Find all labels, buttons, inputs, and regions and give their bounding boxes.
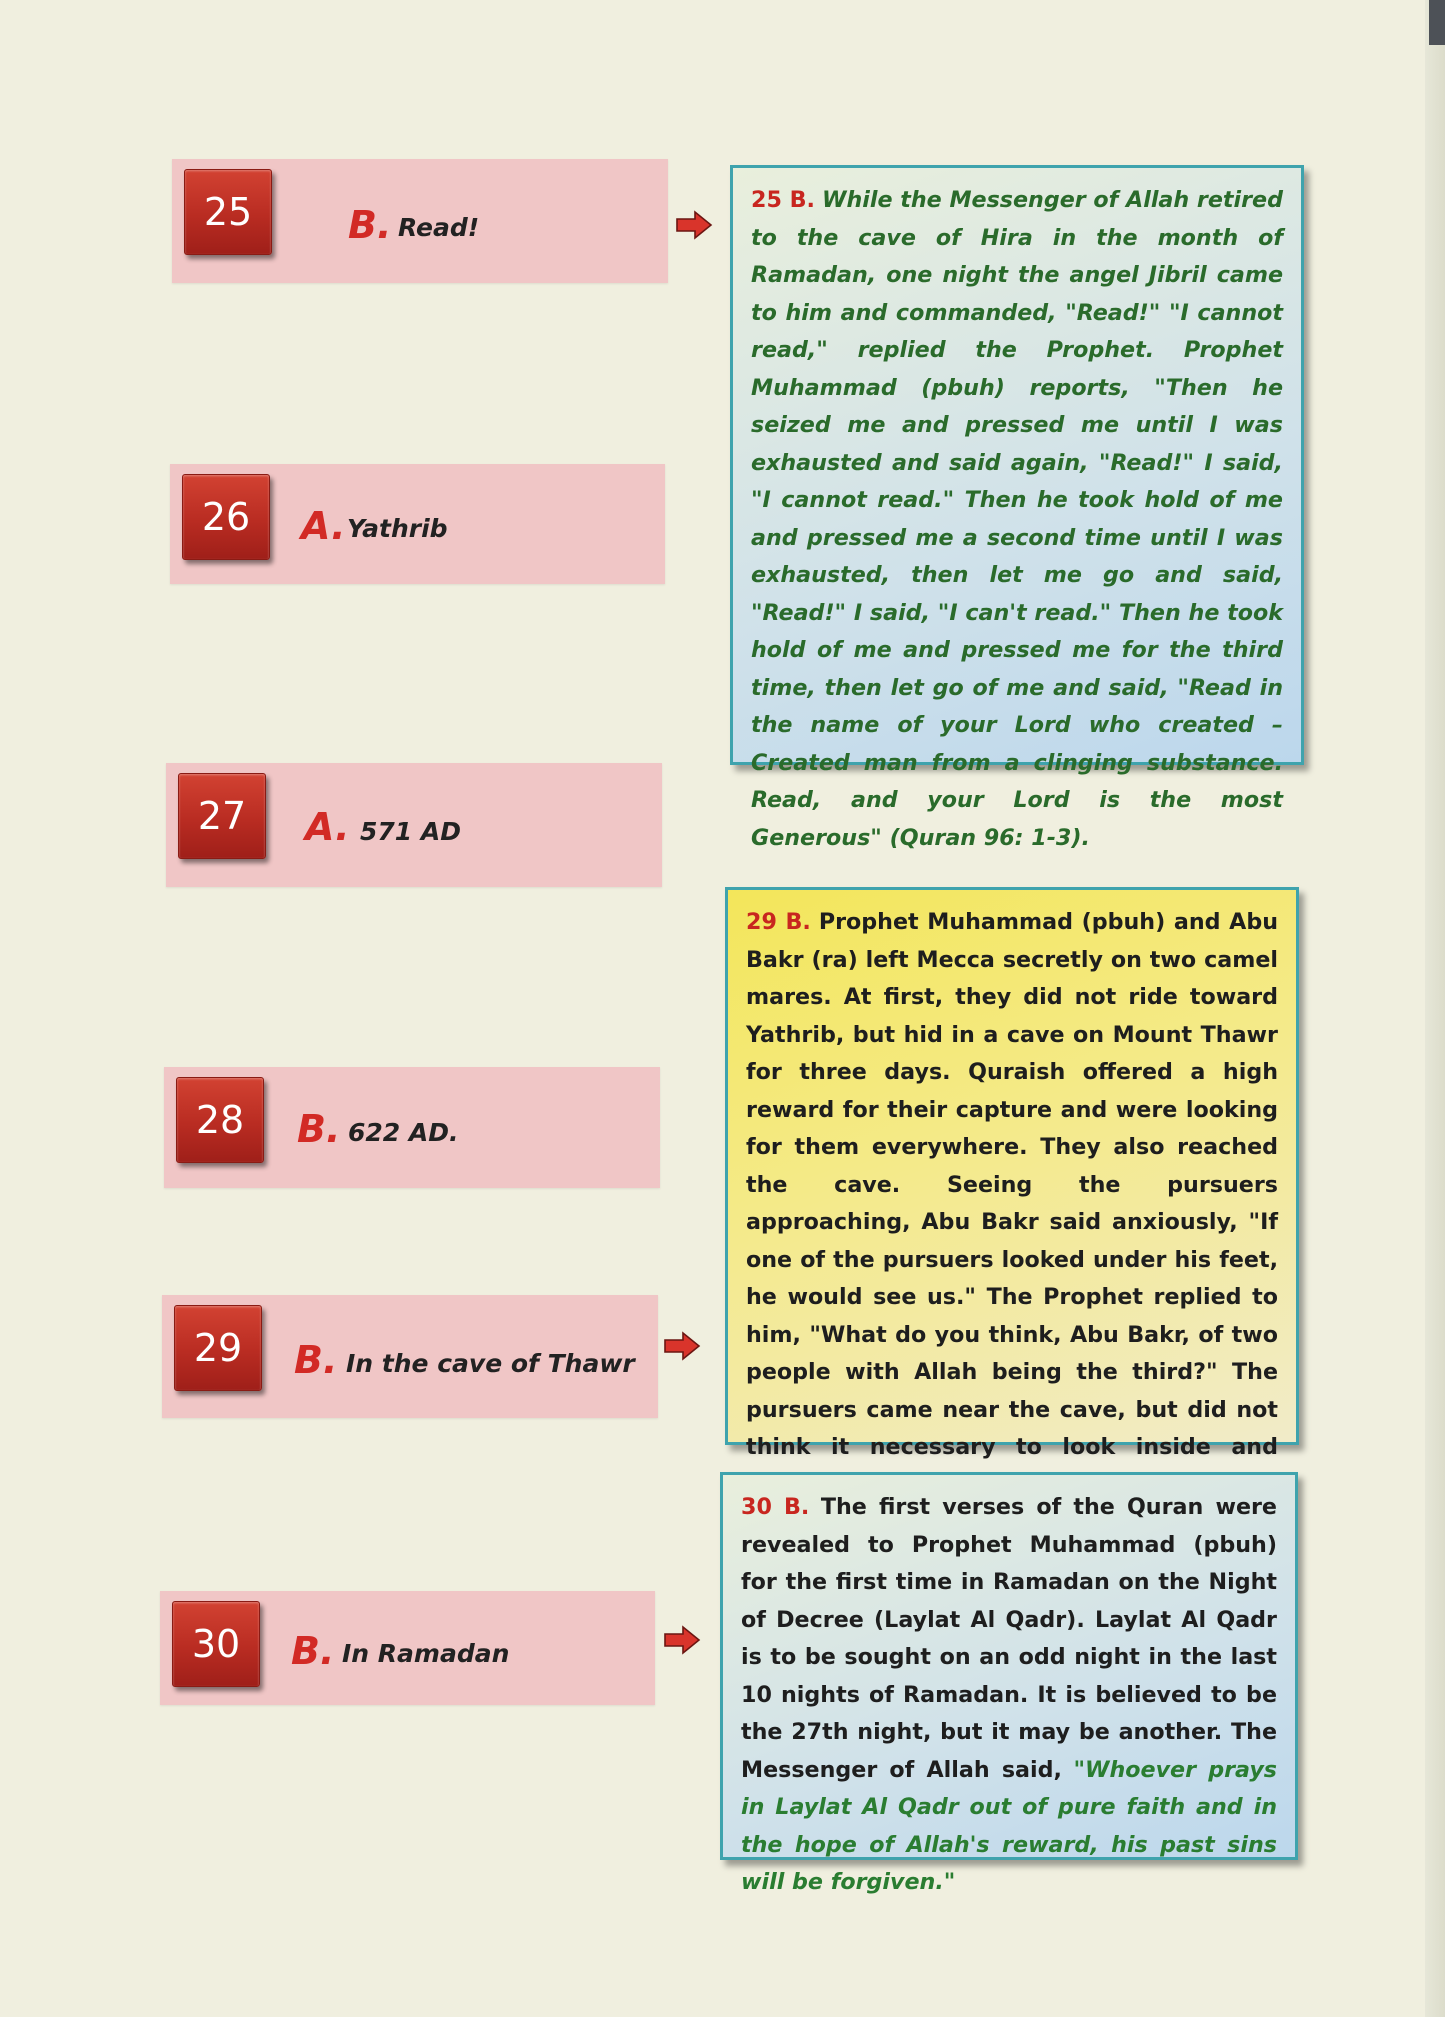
- answer-letter: A.: [301, 504, 346, 548]
- explanation-ref: 30 B.: [741, 1494, 810, 1520]
- answer-letter: B.: [348, 203, 392, 247]
- answer-text: Read!: [398, 213, 480, 242]
- page-corner: [1429, 0, 1445, 45]
- answer-text: 571 AD: [360, 817, 461, 846]
- answer-text: In Ramadan: [342, 1639, 510, 1668]
- page-edge: [1425, 0, 1445, 2017]
- answer-row-25: [172, 159, 668, 283]
- explanation-ref: 25 B.: [751, 187, 815, 213]
- explanation-text: Prophet Muhammad (pbuh) and Abu Bakr (ra) left Mecca secretly on two camel mares. At first, they did not ride toward Yathrib, but hid in a cave on Mount Thawr for three days. Quraish offered a high reward for their capture and were looking for them everywhere. They also reached the cave. Seeing the pursuers approaching, Abu Bakr said anxiously, "If one of the pursuers looked under his feet, he would see us." The Prophet replied to him, "What do you think, Abu Bakr, of two people with Allah being the third?" The pursuers came near the cave, but did not think it necessary to look inside and: [746, 909, 1278, 1460]
- answer-row-26: [170, 464, 665, 584]
- hadith-quote: "Whoever prays in Laylat Al Qadr out of pure faith and in the hope of Allah's reward, his past sins will be forgiven.": [741, 1756, 1277, 1895]
- question-number-badge: 28: [176, 1077, 264, 1163]
- answer-text: In the cave of Thawr: [346, 1349, 635, 1378]
- right-arrow-icon: [663, 1331, 701, 1361]
- right-arrow-icon: [675, 210, 713, 240]
- answer-row-27: [166, 763, 662, 887]
- answer-text: 622 AD.: [348, 1118, 459, 1147]
- explanation-box-25: [730, 165, 1304, 851]
- answer-row-30: [160, 1591, 655, 1705]
- explanation-box-29: [725, 887, 1299, 1460]
- answer-letter: A.: [305, 805, 350, 849]
- answer-letter: B.: [291, 1629, 335, 1673]
- explanation-ref: 29 B.: [746, 909, 811, 935]
- explanation-text: While the Messenger of Allah retired to the cave of Hira in the month of Ramadan, one night the angel Jibril came to him and commanded, "Read!" "I cannot read," replied the Prophet. Prophet Muhammad (pbuh) reports, "Then he seized me and pressed me until I was exhausted and said again, "Read!" I said, "I cannot read." Then he took hold of me and pressed me a second time until I was exhausted, then let me go and said, "Read!" I said, "I can't read." Then he took hold of me and pressed me for the third time, then let go of me and said, "Read in the name of your Lord who created – Created man from a clinging substance. Read, and your Lord is the most Generous" (Quran 96: 1-3).: [751, 187, 1283, 851]
- question-number-badge: 27: [178, 773, 266, 859]
- explanation-text: The first verses of the Quran were revealed to Prophet Muhammad (pbuh) for the first time in Ramadan on the Night of Decree (Laylat Al Qadr). Laylat Al Qadr is to be sought on an odd night in the last 10 nights of Ramadan. It is believed to be the 27th night, but it may be another. The Messenger of Allah said,: [741, 1494, 1277, 1783]
- answer-letter: B.: [297, 1107, 341, 1151]
- answer-text: Yathrib: [347, 514, 448, 543]
- answer-letter: B.: [294, 1338, 338, 1382]
- explanation-box-30: [720, 1472, 1298, 1895]
- right-arrow-icon: [663, 1625, 701, 1655]
- question-number-badge: 25: [184, 169, 272, 255]
- question-number-badge: 30: [172, 1601, 260, 1687]
- question-number-badge: 26: [182, 474, 270, 560]
- answer-row-28: [164, 1067, 660, 1188]
- question-number-badge: 29: [174, 1305, 262, 1391]
- answer-row-29: [162, 1295, 658, 1418]
